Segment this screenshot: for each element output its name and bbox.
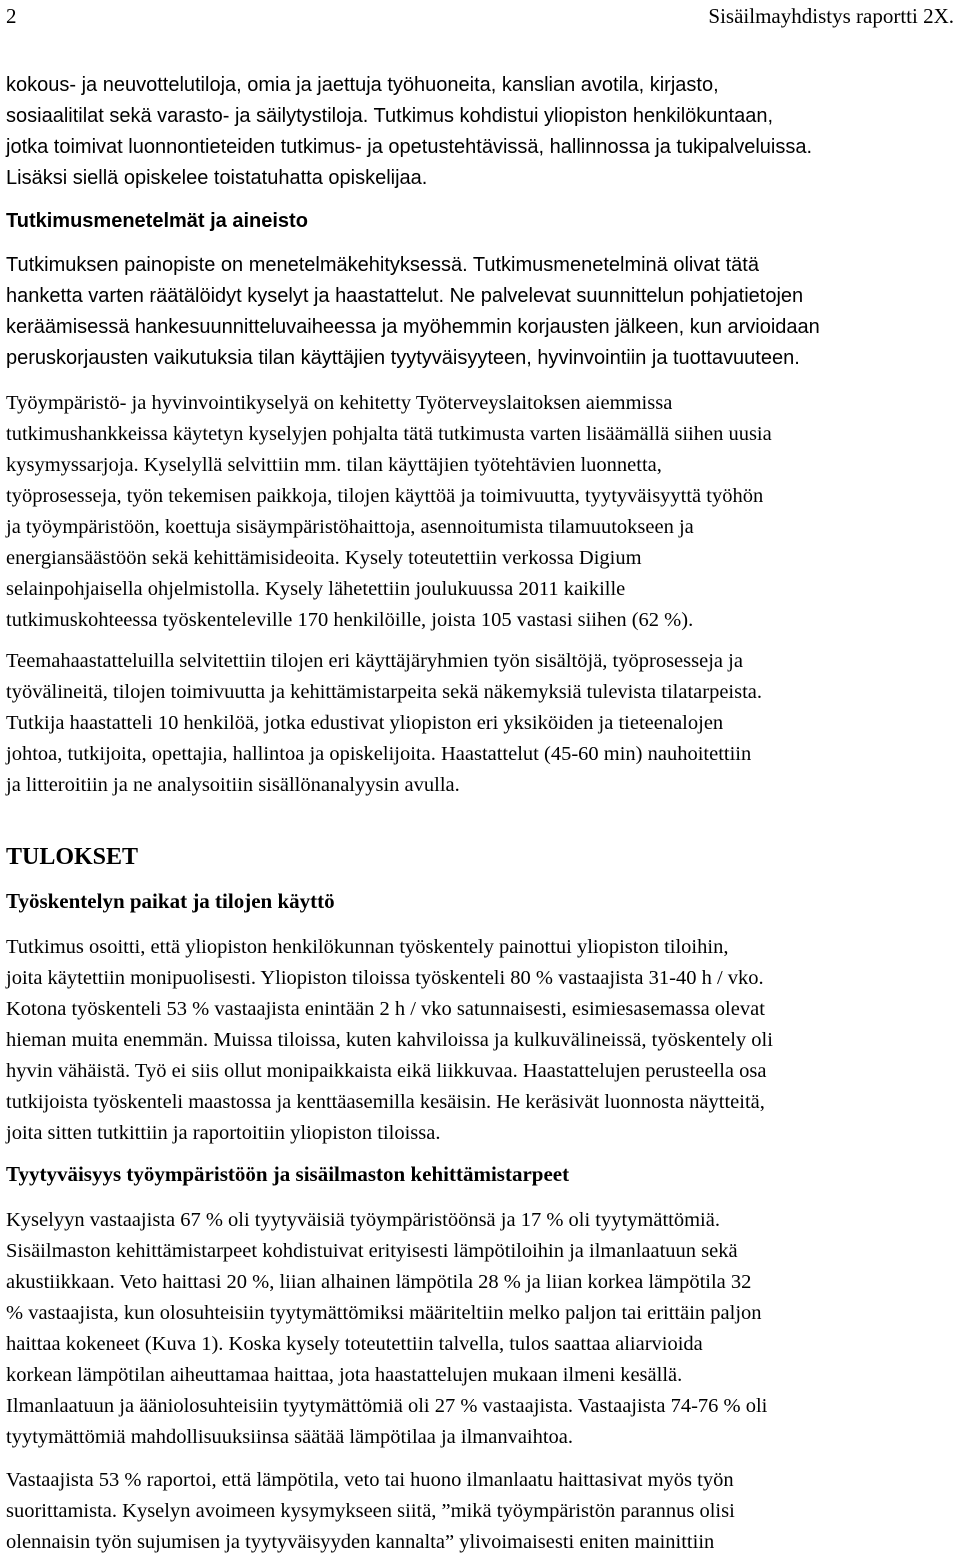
text-line: hyvin vähäistä. Työ ei siis ollut monipaikkaista eikä liikkuvaa. Haastattelujen perusteella osa <box>6 1060 767 1082</box>
text-line: Kyselyyn vastaajista 67 % oli tyytyväisiä työympäristöönsä ja 17 % oli tyytymättömiä. <box>6 1209 720 1231</box>
text-line: Vastaajista 53 % raportoi, että lämpötila, veto tai huono ilmanlaatu haittasivat myös työn <box>6 1469 734 1491</box>
text-line: ja työympäristöön, koettuja sisäympäristöhaittoja, asennoitumista tilamuutokseen ja <box>6 516 694 538</box>
intro-paragraph <box>6 70 956 194</box>
text-line: Teemahaastatteluilla selvitettiin tilojen eri käyttäjäryhmien työn sisältöjä, työprosesseja ja <box>6 650 743 672</box>
satisfaction-paragraph <box>6 1205 956 1453</box>
text-line: jotka toimivat luonnontieteiden tutkimus- ja opetustehtävissä, hallinnossa ja tukipalveluissa. <box>6 136 813 158</box>
text-line: suorittamista. Kyselyn avoimeen kysymykseen siitä, ”mikä työympäristön parannus olisi <box>6 1500 735 1522</box>
text-line: tutkijoista työskenteli maastossa ja kenttäasemilla kesäisin. He keräsivät luonnosta näytteitä, <box>6 1091 765 1113</box>
workplaces-paragraph <box>6 932 956 1149</box>
text-line: kokous- ja neuvottelutiloja, omia ja jaettuja työhuoneita, kanslian avotila, kirjasto, <box>6 74 719 96</box>
text-line: olennaisin työn sujumisen ja tyytyväisyyden kannalta” ylivoimaisesti eniten mainittiin <box>6 1531 715 1553</box>
text-line: ja litteroitiin ja ne analysoitiin sisällönanalyysin avulla. <box>6 774 460 796</box>
text-line: Ilmanlaatuun ja ääniolosuhteisiin tyytymättömiä oli 27 % vastaajista. Vastaajista 74-76 % oli <box>6 1395 768 1417</box>
text-line: Tutkimus osoitti, että yliopiston henkilökunnan työskentely painottui yliopiston tiloihin, <box>6 936 729 958</box>
text-line: tutkimushankkeissa käytetyn kyselyjen pohjalta tätä tutkimusta varten lisäämällä siihen uusia <box>6 423 772 445</box>
text-line: sosiaalitilat sekä varasto- ja säilytystiloja. Tutkimus kohdistui yliopiston henkilökuntaan, <box>6 105 774 127</box>
interview-paragraph <box>6 646 956 801</box>
text-line: keräämisessä hankesuunnitteluvaiheessa ja myöhemmin korjausten jälkeen, kun arvioidaan <box>6 316 820 338</box>
text-line: energiansäästöön sekä kehittämisideoita. Kysely toteutettiin verkossa Digium <box>6 547 642 569</box>
results-heading: TULOKSET <box>6 844 139 870</box>
report-title: Sisäilmayhdistys raportti 2X. <box>708 4 954 28</box>
text-line: joita käytettiin monipuolisesti. Yliopiston tiloissa työskenteli 80 % vastaajista 31-40 h / vko. <box>6 967 764 989</box>
methods-paragraph <box>6 250 956 374</box>
text-line: kysymyssarjoja. Kyselyllä selvittiin mm. tilan käyttäjien työtehtävien luonnetta, <box>6 454 662 476</box>
text-line: työvälineitä, tilojen toimivuutta ja kehittämistarpeita sekä näkemyksiä tulevista tilatarpeista. <box>6 681 763 703</box>
text-line: työprosesseja, työn tekemisen paikkoja, tilojen käyttöä ja toimivuutta, tyytyväisyyttä työhön <box>6 485 764 507</box>
text-line: peruskorjausten vaikutuksia tilan käyttäjien tyytyväisyyteen, hyvinvointiin ja tuottavuuteen. <box>6 347 800 369</box>
text-line: Kotona työskenteli 53 % vastaajista enintään 2 h / vko satunnaisesti, esimiesasemassa olevat <box>6 998 765 1020</box>
page-number: 2 <box>6 4 17 28</box>
text-line: tutkimuskohteessa työskenteleville 170 henkilöille, joista 105 vastasi siihen (62 %). <box>6 609 694 631</box>
text-line: Lisäksi siellä opiskelee toistatuhatta opiskelijaa. <box>6 167 428 189</box>
section-heading-workplaces: Työskentelyn paikat ja tilojen käyttö <box>6 889 335 913</box>
text-line: korkean lämpötilan aiheuttamaa haittaa, jota haastattelujen mukaan ilmeni kesällä. <box>6 1364 683 1386</box>
impact-paragraph <box>6 1465 956 1558</box>
text-line: akustiikkaan. Veto haittasi 20 %, liian alhainen lämpötila 28 % ja liian korkea lämpötila 32 <box>6 1271 752 1293</box>
text-line: haittaa kokeneet (Kuva 1). Koska kysely toteutettiin talvella, tulos saattaa aliarvioida <box>6 1333 703 1355</box>
section-heading-satisfaction: Tyytyväisyys työympäristöön ja sisäilmaston kehittämistarpeet <box>6 1162 570 1186</box>
text-line: selainpohjaisella ohjelmistolla. Kysely lähetettiin joulukuussa 2011 kaikille <box>6 578 626 600</box>
text-line: hieman muita enemmän. Muissa tiloissa, kuten kahviloissa ja kulkuvälineissä, työskentely oli <box>6 1029 773 1051</box>
text-line: tyytymättömiä mahdollisuuksiinsa säätää lämpötilaa ja ilmanvaihtoa. <box>6 1426 574 1448</box>
text-line: Sisäilmaston kehittämistarpeet kohdistuivat erityisesti lämpötiloihin ja ilmanlaatuun sekä <box>6 1240 738 1262</box>
text-line: Tutkimuksen painopiste on menetelmäkehityksessä. Tutkimusmenetelminä olivat tätä <box>6 254 759 276</box>
text-line: Tutkija haastatteli 10 henkilöä, jotka edustivat yliopiston eri yksiköiden ja tieteenalojen <box>6 712 724 734</box>
section-heading-methods: Tutkimusmenetelmät ja aineisto <box>6 210 308 232</box>
page-header <box>6 0 954 36</box>
text-line: joita sitten tutkittiin ja raportoitiin yliopiston tiloissa. <box>6 1122 441 1144</box>
text-line: johtoa, tutkijoita, opettajia, hallintoa ja opiskelijoita. Haastattelut (45-60 min) nauhoitettiin <box>6 743 752 765</box>
text-line: % vastaajista, kun olosuhteisiin tyytymättömiksi määriteltiin melko paljon tai erittäin paljon <box>6 1302 762 1324</box>
survey-paragraph <box>6 388 956 636</box>
text-line: hanketta varten räätälöidyt kyselyt ja haastattelut. Ne palvelevat suunnittelun pohjatietojen <box>6 285 804 307</box>
text-line: Työympäristö- ja hyvinvointikyselyä on kehitetty Työterveyslaitoksen aiemmissa <box>6 392 673 414</box>
